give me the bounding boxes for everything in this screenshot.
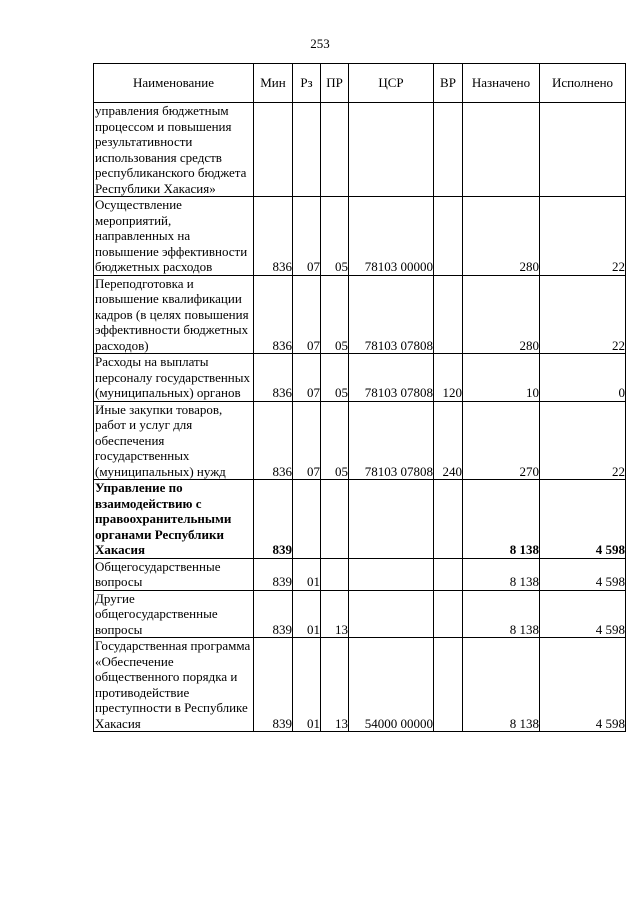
- cell-pr: 13: [321, 638, 349, 732]
- cell-min: 839: [254, 480, 293, 559]
- cell-vr: [434, 590, 463, 638]
- cell-assigned: 8 138: [463, 638, 540, 732]
- cell-vr: 120: [434, 354, 463, 402]
- cell-rz: 07: [293, 197, 321, 276]
- cell-rz: 01: [293, 558, 321, 590]
- header-pr: ПР: [321, 64, 349, 103]
- cell-csr: [349, 558, 434, 590]
- cell-executed: 4 598: [540, 590, 626, 638]
- cell-name: Государственная программа «Обеспечение общественного порядка и противодействие преступности в Республике Хакасия: [94, 638, 254, 732]
- cell-assigned: 280: [463, 197, 540, 276]
- header-assigned: Назначено: [463, 64, 540, 103]
- cell-assigned: 280: [463, 275, 540, 354]
- cell-csr: [349, 480, 434, 559]
- header-min: Мин: [254, 64, 293, 103]
- cell-executed: 22: [540, 275, 626, 354]
- cell-name: Иные закупки товаров, работ и услуг для обеспечения государственных (муниципальных) нужд: [94, 401, 254, 480]
- cell-vr: [434, 638, 463, 732]
- header-name: Наименование: [94, 64, 254, 103]
- cell-rz: [293, 480, 321, 559]
- cell-vr: 240: [434, 401, 463, 480]
- cell-vr: [434, 197, 463, 276]
- table-row: [94, 354, 626, 402]
- cell-rz: [293, 103, 321, 197]
- cell-name: Переподготовка и повышение квалификации кадров (в целях повышения эффективности бюджетных расходов): [94, 275, 254, 354]
- cell-executed: 4 598: [540, 638, 626, 732]
- cell-executed: 0: [540, 354, 626, 402]
- header-vr: ВР: [434, 64, 463, 103]
- cell-min: 836: [254, 401, 293, 480]
- cell-pr: [321, 103, 349, 197]
- table-row: [94, 638, 626, 732]
- table-row: [94, 480, 626, 559]
- budget-table: [93, 63, 626, 732]
- table-header-row: [94, 64, 626, 103]
- cell-vr: [434, 480, 463, 559]
- cell-vr: [434, 103, 463, 197]
- cell-csr: [349, 103, 434, 197]
- cell-assigned: 8 138: [463, 590, 540, 638]
- cell-rz: 01: [293, 590, 321, 638]
- table-row: [94, 558, 626, 590]
- cell-executed: 22: [540, 197, 626, 276]
- cell-executed: 4 598: [540, 558, 626, 590]
- cell-min: 836: [254, 275, 293, 354]
- cell-executed: 22: [540, 401, 626, 480]
- table-row: [94, 590, 626, 638]
- cell-rz: 07: [293, 401, 321, 480]
- cell-assigned: 10: [463, 354, 540, 402]
- cell-csr: [349, 590, 434, 638]
- cell-rz: 07: [293, 354, 321, 402]
- cell-min: 839: [254, 590, 293, 638]
- cell-name: Осуществление мероприятий, направленных на повышение эффективности бюджетных расходов: [94, 197, 254, 276]
- cell-pr: 05: [321, 275, 349, 354]
- cell-name: Расходы на выплаты персоналу государственных (муниципальных) органов: [94, 354, 254, 402]
- cell-vr: [434, 275, 463, 354]
- table-row: [94, 275, 626, 354]
- cell-min: 836: [254, 197, 293, 276]
- cell-vr: [434, 558, 463, 590]
- cell-name: управления бюджетным процессом и повышения результативности использования средств республиканского бюджета Республики Хакасия»: [94, 103, 254, 197]
- cell-name: Управление по взаимодействию с правоохранительными органами Республики Хакасия: [94, 480, 254, 559]
- page-number: 253: [310, 36, 330, 51]
- cell-pr: 05: [321, 197, 349, 276]
- cell-executed: 4 598: [540, 480, 626, 559]
- cell-min: 836: [254, 354, 293, 402]
- cell-rz: 01: [293, 638, 321, 732]
- cell-assigned: 8 138: [463, 480, 540, 559]
- table-row: [94, 401, 626, 480]
- cell-pr: [321, 558, 349, 590]
- table-row: [94, 103, 626, 197]
- cell-min: 839: [254, 558, 293, 590]
- cell-csr: 54000 00000: [349, 638, 434, 732]
- cell-pr: [321, 480, 349, 559]
- cell-rz: 07: [293, 275, 321, 354]
- cell-csr: 78103 07808: [349, 401, 434, 480]
- cell-name: Общегосударственные вопросы: [94, 558, 254, 590]
- table-row: [94, 197, 626, 276]
- cell-name: Другие общегосударственные вопросы: [94, 590, 254, 638]
- cell-csr: 78103 07808: [349, 275, 434, 354]
- header-rz: Рз: [293, 64, 321, 103]
- cell-pr: 05: [321, 401, 349, 480]
- cell-csr: 78103 07808: [349, 354, 434, 402]
- cell-assigned: 8 138: [463, 558, 540, 590]
- cell-csr: 78103 00000: [349, 197, 434, 276]
- header-csr: ЦСР: [349, 64, 434, 103]
- header-executed: Исполнено: [540, 64, 626, 103]
- cell-executed: [540, 103, 626, 197]
- cell-min: 839: [254, 638, 293, 732]
- cell-pr: 05: [321, 354, 349, 402]
- cell-min: [254, 103, 293, 197]
- cell-assigned: [463, 103, 540, 197]
- cell-pr: 13: [321, 590, 349, 638]
- cell-assigned: 270: [463, 401, 540, 480]
